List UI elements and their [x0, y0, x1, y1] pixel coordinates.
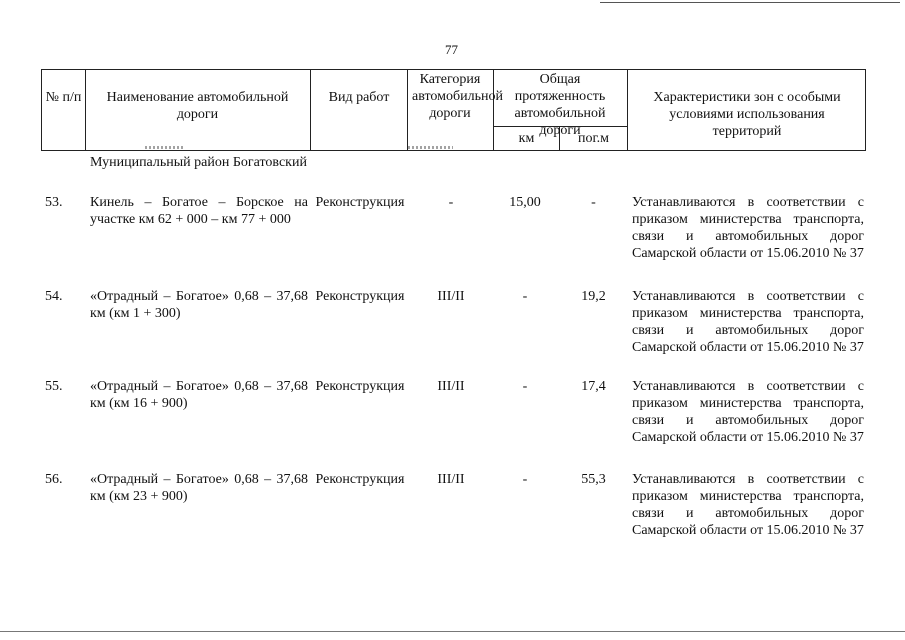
- scan-edge-line: [600, 2, 900, 3]
- col-divider: [407, 69, 408, 151]
- row-length-pog-m: -: [591, 195, 596, 210]
- header-bottom-border: [41, 150, 865, 151]
- row-zones: Устанавливаются в соответствии с приказом министерства транспорта, связи и автомобильных дорог Самарской области от 15.06.2010 № 37: [632, 195, 864, 261]
- row-length-km: -: [522, 379, 528, 394]
- col-divider: [627, 69, 628, 151]
- row-length-km: -: [522, 289, 528, 304]
- header-pog-m: пог.м: [577, 131, 609, 146]
- row-road-name: «Отрадный – Богатое» 0,68 – 37,68 км (км 16 + 900): [90, 379, 308, 411]
- row-work-type: Реконструкция: [315, 195, 405, 210]
- row-work-type: Реконструкция: [315, 379, 405, 394]
- header-work-type: Вид работ: [328, 90, 390, 105]
- row-category: III/II: [437, 379, 465, 394]
- row-category: III/II: [437, 472, 465, 487]
- row-length-pog-m: 17,4: [581, 379, 606, 394]
- row-length-pog-m: 55,3: [581, 472, 606, 487]
- header-zones: Характеристики зон с особыми условиями использования территорий: [653, 90, 841, 139]
- header-top-border: [41, 69, 865, 70]
- row-length-km: -: [522, 472, 528, 487]
- row-zones: Устанавливаются в соответствии с приказом министерства транспорта, связи и автомобильных дорог Самарской области от 15.06.2010 № 37: [632, 472, 864, 538]
- row-num: 54.: [45, 289, 63, 304]
- scan-edge-line: [0, 631, 905, 632]
- row-road-name: Кинель – Богатое – Борское на участке км 62 + 000 – км 77 + 000: [90, 195, 308, 227]
- row-road-name: «Отрадный – Богатое» 0,68 – 37,68 км (км 23 + 900): [90, 472, 308, 504]
- row-category: -: [448, 195, 454, 210]
- row-category: III/II: [437, 289, 465, 304]
- page-number: 77: [445, 42, 458, 57]
- row-length-km: 15,00: [509, 195, 541, 210]
- row-num: 55.: [45, 379, 63, 394]
- header-name: Наименование автомобильной дороги: [106, 90, 289, 122]
- col-divider: [310, 69, 311, 151]
- row-zones: Устанавливаются в соответствии с приказом министерства транспорта, связи и автомобильных дорог Самарской области от 15.06.2010 № 37: [632, 379, 864, 445]
- row-work-type: Реконструкция: [315, 289, 405, 304]
- row-zones: Устанавливаются в соответствии с приказом министерства транспорта, связи и автомобильных дорог Самарской области от 15.06.2010 № 37: [632, 289, 864, 355]
- row-num: 56.: [45, 472, 63, 487]
- header-length: Общая протяженность автомобильной дороги: [514, 72, 606, 138]
- col-divider: [41, 69, 42, 151]
- row-length-pog-m: 19,2: [581, 289, 606, 304]
- scan-smudge: [145, 146, 185, 149]
- row-work-type: Реконструкция: [315, 472, 405, 487]
- scan-smudge: [408, 146, 453, 149]
- row-num: 53.: [45, 195, 63, 210]
- header-category: Категория автомобильной дороги: [412, 72, 503, 121]
- header-num: № п/п: [45, 90, 82, 105]
- section-title: Муниципальный район Богатовский: [90, 155, 307, 170]
- col-divider: [85, 69, 86, 151]
- row-road-name: «Отрадный – Богатое» 0,68 – 37,68 км (км 1 + 300): [90, 289, 308, 321]
- header-km: км: [518, 131, 535, 146]
- col-divider: [865, 69, 866, 151]
